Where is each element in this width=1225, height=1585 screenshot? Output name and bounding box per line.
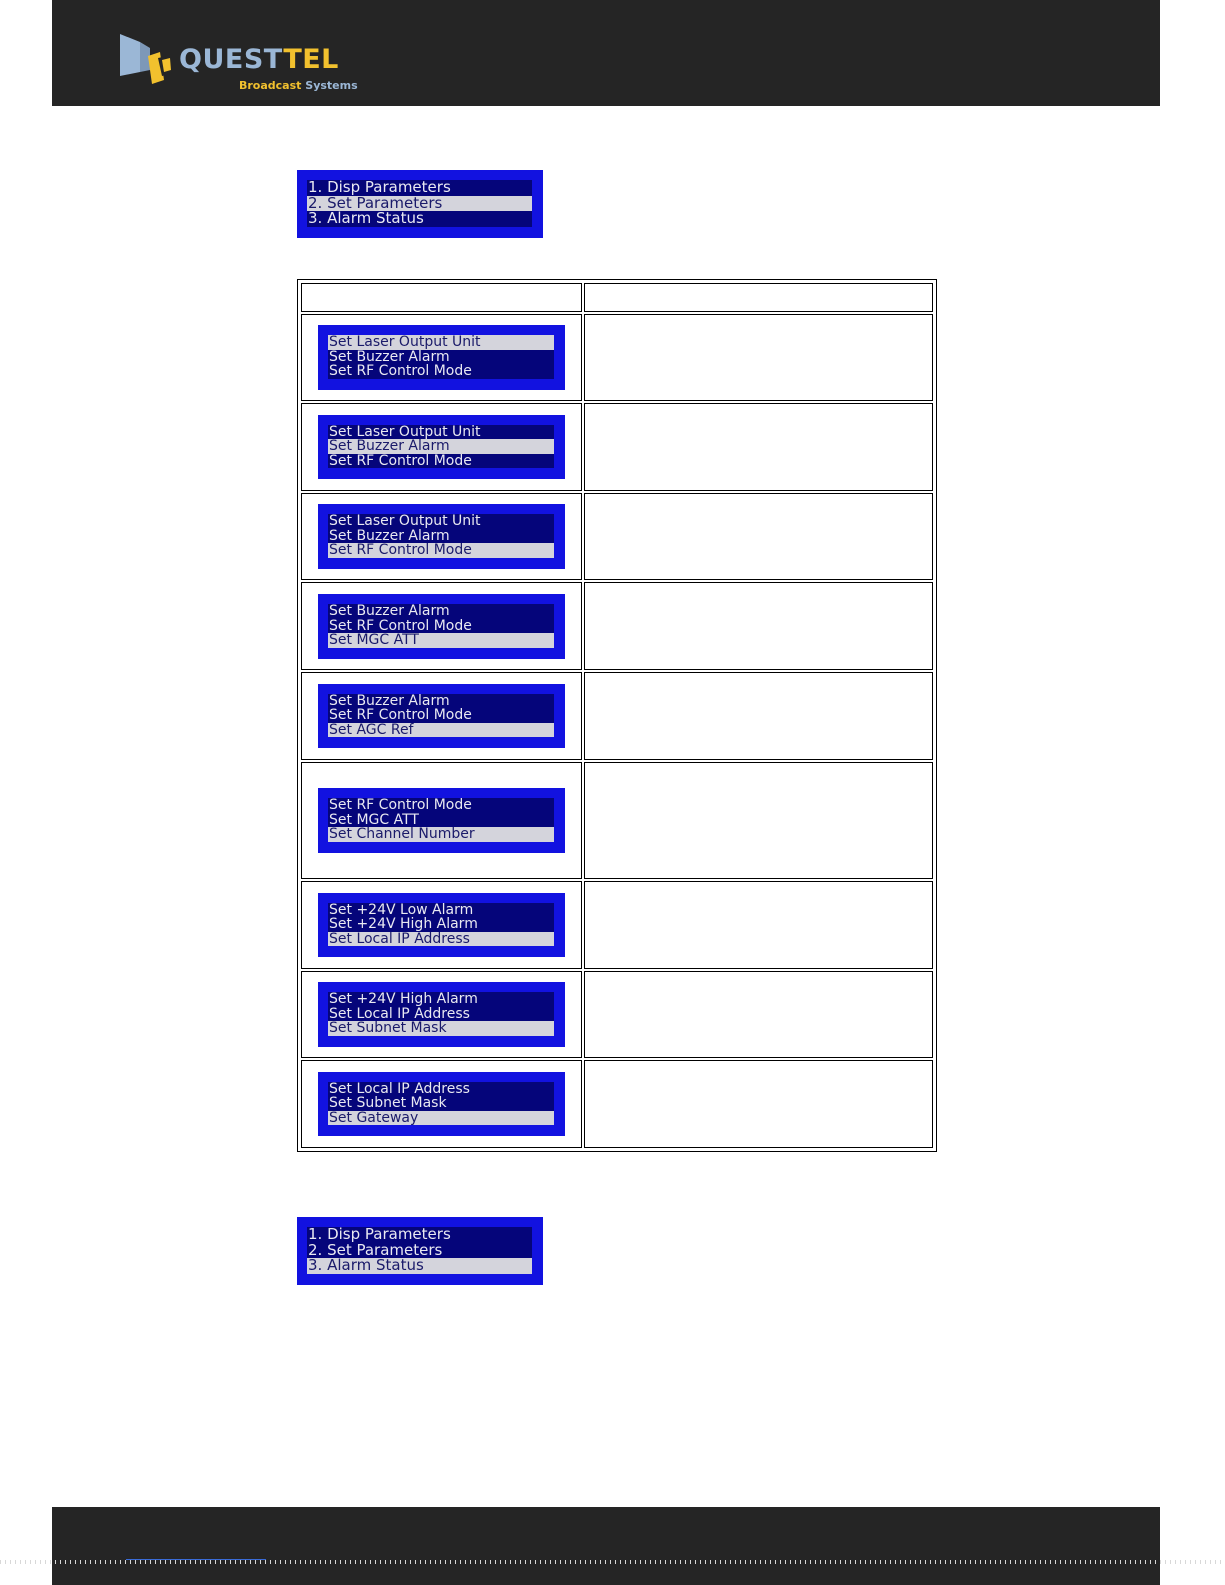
lcd-set-mgc-att bbox=[318, 594, 565, 659]
lcd-line-selected: 3. Alarm Status bbox=[307, 1258, 532, 1274]
table-cell-screen bbox=[301, 582, 582, 670]
lcd-line-selected: Set Subnet Mask bbox=[328, 1021, 554, 1036]
logo-tagline-broadcast: Broadcast bbox=[239, 79, 302, 92]
lcd-screen bbox=[307, 180, 532, 227]
lcd-line-selected: Set RF Control Mode bbox=[328, 543, 554, 558]
lcd-set-buzzer-alarm bbox=[318, 415, 565, 480]
lcd-screen bbox=[328, 798, 554, 842]
lcd-line: Set Laser Output Unit bbox=[329, 424, 481, 440]
lcd-main-menu-set-parameters bbox=[297, 170, 543, 238]
lcd-line: Set MGC ATT bbox=[329, 812, 419, 828]
lcd-line: Set Buzzer Alarm bbox=[329, 349, 450, 365]
table-row bbox=[301, 314, 933, 402]
lcd-line: 1. Disp Parameters bbox=[308, 180, 451, 196]
footer-divider bbox=[0, 1560, 1225, 1564]
table-header-cell bbox=[301, 283, 582, 312]
table-cell-description bbox=[584, 1060, 933, 1148]
table-cell-screen bbox=[301, 971, 582, 1059]
lcd-line: 2. Set Parameters bbox=[308, 1242, 443, 1259]
lcd-set-laser-output-unit bbox=[318, 325, 565, 390]
lcd-line: Set RF Control Mode bbox=[329, 798, 472, 813]
table-row bbox=[301, 1060, 933, 1148]
lcd-line: Set RF Control Mode bbox=[329, 618, 472, 634]
lcd-line-selected: 2. Set Parameters bbox=[307, 196, 532, 212]
lcd-set-channel-number bbox=[318, 788, 565, 853]
lcd-screen bbox=[328, 992, 554, 1036]
lcd-line: Set Buzzer Alarm bbox=[329, 693, 450, 709]
logo-word-quest: QUEST bbox=[179, 44, 284, 75]
table-row bbox=[301, 971, 933, 1059]
table-cell-description bbox=[584, 881, 933, 969]
lcd-screen bbox=[307, 1227, 532, 1274]
lcd-line: Set Subnet Mask bbox=[329, 1096, 447, 1111]
lcd-line: Set +24V High Alarm bbox=[329, 992, 478, 1007]
table-cell-description bbox=[584, 403, 933, 491]
table-cell-screen bbox=[301, 314, 582, 402]
lcd-screen bbox=[328, 514, 554, 558]
logo-tagline-systems: Systems bbox=[305, 79, 358, 92]
footer-link-underline[interactable] bbox=[126, 1559, 266, 1560]
logo-word-tel: TEL bbox=[283, 44, 339, 75]
lcd-set-rf-control-mode bbox=[318, 504, 565, 569]
lcd-screen bbox=[328, 425, 554, 469]
lcd-set-agc-ref bbox=[318, 684, 565, 749]
lcd-set-subnet-mask bbox=[318, 982, 565, 1047]
lcd-line: Set RF Control Mode bbox=[329, 364, 472, 379]
lcd-line-selected: Set Local IP Address bbox=[328, 932, 554, 947]
lcd-line-selected: Set Buzzer Alarm bbox=[328, 439, 554, 454]
logo-tagline bbox=[239, 80, 358, 91]
lcd-set-gateway bbox=[318, 1072, 565, 1137]
lcd-screen bbox=[328, 1082, 554, 1126]
lcd-line: Set RF Control Mode bbox=[329, 708, 472, 723]
table-cell-description bbox=[584, 314, 933, 402]
lcd-line-selected: Set Gateway bbox=[328, 1111, 554, 1126]
table-cell-screen bbox=[301, 762, 582, 879]
lcd-screen bbox=[328, 903, 554, 947]
lcd-line: Set Buzzer Alarm bbox=[329, 604, 450, 619]
table-row bbox=[301, 672, 933, 760]
lcd-line: Set +24V Low Alarm bbox=[329, 902, 474, 917]
lcd-main-menu-alarm-status bbox=[297, 1217, 543, 1285]
table-cell-description bbox=[584, 971, 933, 1059]
table-cell-description bbox=[584, 672, 933, 760]
table-cell-screen bbox=[301, 881, 582, 969]
lcd-line: 3. Alarm Status bbox=[308, 211, 424, 228]
questtel-logo-icon bbox=[118, 30, 176, 88]
lcd-line-selected: Set Channel Number bbox=[328, 827, 554, 842]
table-cell-description bbox=[584, 582, 933, 670]
table-row bbox=[301, 493, 933, 581]
table-cell-screen bbox=[301, 672, 582, 760]
table-cell-screen bbox=[301, 1060, 582, 1148]
lcd-line-selected: Set MGC ATT bbox=[328, 633, 554, 648]
settings-table bbox=[297, 279, 937, 1152]
lcd-screen bbox=[328, 335, 554, 379]
lcd-line-selected: Set AGC Ref bbox=[328, 723, 554, 738]
lcd-line-selected: Set Laser Output Unit bbox=[328, 335, 554, 350]
header-bar bbox=[52, 0, 1160, 106]
lcd-line: Set Local IP Address bbox=[329, 1006, 470, 1022]
lcd-line: 1. Disp Parameters bbox=[308, 1227, 451, 1243]
table-row bbox=[301, 403, 933, 491]
table-cell-screen bbox=[301, 493, 582, 581]
lcd-line: Set Local IP Address bbox=[329, 1081, 470, 1097]
lcd-line: Set RF Control Mode bbox=[329, 453, 472, 469]
table-header-cell bbox=[584, 283, 933, 312]
logo-wordmark bbox=[179, 46, 339, 73]
lcd-screen bbox=[328, 604, 554, 648]
lcd-line: Set Laser Output Unit bbox=[329, 514, 481, 529]
lcd-line: Set +24V High Alarm bbox=[329, 917, 478, 932]
table-cell-description bbox=[584, 493, 933, 581]
lcd-line: Set Buzzer Alarm bbox=[329, 528, 450, 544]
table-cell-description bbox=[584, 762, 933, 879]
lcd-set-local-ip-address bbox=[318, 893, 565, 958]
table-row bbox=[301, 881, 933, 969]
lcd-screen bbox=[328, 694, 554, 738]
table-row bbox=[301, 582, 933, 670]
table-cell-screen bbox=[301, 403, 582, 491]
table-row bbox=[301, 762, 933, 879]
table-header-row bbox=[301, 283, 933, 312]
footer-bar bbox=[52, 1507, 1160, 1585]
